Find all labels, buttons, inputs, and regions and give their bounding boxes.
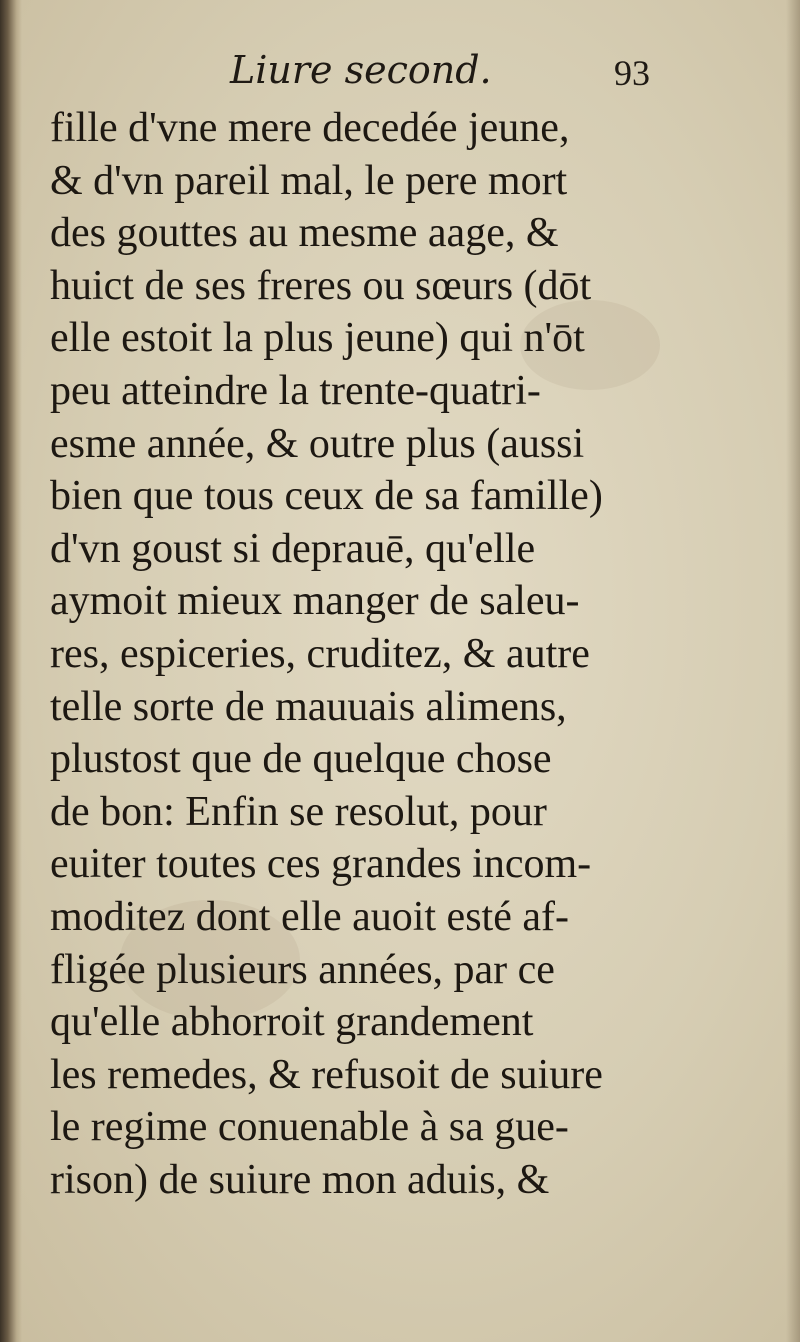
page-edge-shadow [786, 0, 800, 1342]
text-line: bien que tous ceux de sa famille) [50, 473, 603, 520]
text-line: d'vn goust si deprauē, qu'elle [50, 525, 536, 572]
text-line: aymoit mieux manger de saleu- [50, 578, 580, 625]
text-line: esme année, & outre plus (aussi [50, 420, 585, 467]
text-line: qu'elle abhorroit grandement [50, 999, 534, 1046]
binding-shadow [0, 0, 22, 1342]
text-line: rison) de suiure mon aduis, & [50, 1156, 550, 1203]
text-line: plustost que de quelque chose [50, 736, 552, 783]
text-line: moditez dont elle auoit esté af- [50, 893, 569, 940]
text-line: fille d'vne mere decedée jeune, [50, 105, 570, 151]
text-line: fligée plusieurs années, par ce [50, 946, 555, 993]
text-line: peu atteindre la trente-quatri- [50, 367, 541, 414]
text-line: euiter toutes ces grandes incom- [50, 841, 592, 888]
text-line: des gouttes au mesme aage, & [50, 210, 559, 257]
running-title: Liure second. [230, 48, 492, 92]
page-header [230, 48, 650, 98]
text-line: telle sorte de mauuais alimens, [50, 683, 567, 730]
text-line: le regime conuenable à sa gue- [50, 1104, 569, 1151]
text-line: huict de ses freres ou sœurs (dōt [50, 262, 592, 309]
text-line: les remedes, & refusoit de suiure [50, 1051, 603, 1098]
text-line: elle estoit la plus jeune) qui n'ōt [50, 315, 585, 362]
text-line: & d'vn pareil mal, le pere mort [50, 157, 568, 204]
page-number: 93 [614, 53, 650, 93]
body-text [50, 102, 670, 1206]
text-line: de bon: Enfin se resolut, pour [50, 788, 547, 835]
text-line: res, espiceries, cruditez, & autre [50, 630, 590, 677]
